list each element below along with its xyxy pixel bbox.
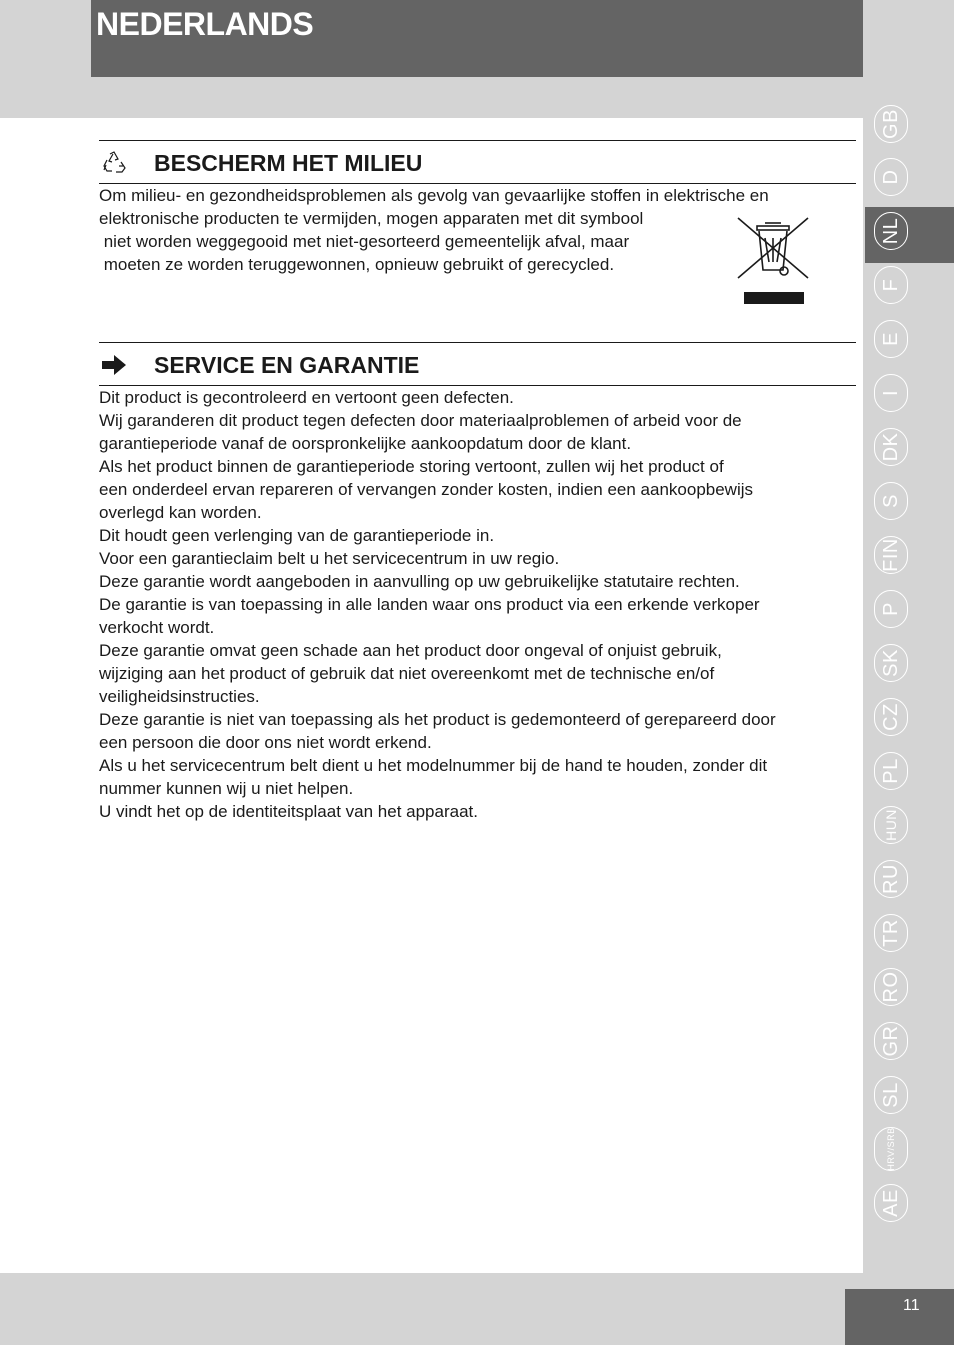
tab-label: AE	[874, 1184, 908, 1222]
tab-tr[interactable]	[872, 909, 910, 957]
section-body	[99, 386, 856, 823]
body-line: een onderdeel ervan repareren of vervangen zonder kosten, indien een aankoopbewijs	[99, 480, 754, 499]
tab-nl[interactable]	[872, 207, 910, 255]
page-number-box	[845, 1289, 954, 1345]
body-line: Voor een garantieclaim belt u het servicecentrum in uw regio.	[99, 549, 560, 568]
body-line: Deze garantie wordt aangeboden in aanvulling op uw gebruikelijke statutaire rechten.	[99, 572, 740, 591]
tab-label: HRV/SRB	[874, 1127, 908, 1171]
body-line: wijziging aan het product of gebruik dat niet overeenkomt met de technische en/of	[99, 664, 715, 683]
tab-hrv-srb[interactable]	[872, 1125, 910, 1173]
tab-s[interactable]	[872, 477, 910, 525]
page-title: NEDERLANDS	[96, 6, 314, 42]
tab-f[interactable]	[872, 261, 910, 309]
body-line: veiligheidsinstructies.	[99, 687, 260, 706]
tab-cz[interactable]	[872, 693, 910, 741]
body-line: Deze garantie omvat geen schade aan het product door ongeval of onjuist gebruik,	[99, 641, 722, 660]
tab-hun[interactable]	[872, 801, 910, 849]
body-line: U vindt het op de identiteitsplaat van het apparaat.	[99, 802, 478, 821]
body-line: nummer kunnen wij u niet helpen.	[99, 779, 354, 798]
body-line: Dit houdt geen verlenging van de garantieperiode in.	[99, 526, 495, 545]
body-line: Deze garantie is niet van toepassing als het product is gedemonteerd of gerepareerd door	[99, 710, 776, 729]
tab-fin[interactable]	[872, 531, 910, 579]
tab-label: I	[874, 374, 908, 412]
tab-label: RU	[874, 860, 908, 898]
tab-p[interactable]	[872, 585, 910, 633]
section-service	[99, 342, 856, 823]
body-line: De garantie is van toepassing in alle landen waar ons product via een erkende verkoper	[99, 595, 760, 614]
tab-label: FIN	[874, 536, 908, 574]
tab-pl[interactable]	[872, 747, 910, 795]
body-line: elektronische producten te vermijden, mogen apparaten met dit symbool	[99, 209, 644, 228]
body-line: niet worden weggegooid met niet-gesorteerd gemeentelijk afval, maar	[99, 232, 630, 251]
header-band	[91, 0, 863, 77]
tab-label: F	[874, 266, 908, 304]
arrow-right-icon	[101, 353, 127, 377]
tab-label: CZ	[874, 698, 908, 736]
tab-i[interactable]	[872, 369, 910, 417]
body-line: moeten ze worden teruggewonnen, opnieuw gebruikt of gerecycled.	[99, 255, 615, 274]
tab-ae[interactable]	[872, 1179, 910, 1227]
section-heading	[99, 140, 856, 184]
section-title: BESCHERM HET MILIEU	[154, 150, 423, 176]
tab-gb[interactable]	[872, 100, 910, 148]
tab-d[interactable]	[872, 153, 910, 201]
tab-dk[interactable]	[872, 423, 910, 471]
body-line: overlegd kan worden.	[99, 503, 262, 522]
body-line: verkocht wordt.	[99, 618, 215, 637]
body-line: Om milieu- en gezondheidsproblemen als gevolg van gevaarlijke stoffen in elektrische en	[99, 186, 769, 205]
body-line: Als het product binnen de garantieperiode storing vertoont, zullen wij het product of	[99, 457, 724, 476]
crossed-out-wheelie-bin-icon	[735, 214, 811, 306]
tab-label: SK	[874, 644, 908, 682]
tab-gr[interactable]	[872, 1017, 910, 1065]
tab-label: DK	[874, 428, 908, 466]
tab-label: TR	[874, 914, 908, 952]
tab-sl[interactable]	[872, 1071, 910, 1119]
tab-label: RO	[874, 968, 908, 1006]
tab-label: HUN	[874, 806, 908, 844]
tab-label: D	[874, 158, 908, 196]
section-title: SERVICE EN GARANTIE	[154, 352, 420, 378]
body-line: garantieperiode vanaf de oorspronkelijke aankoopdatum door de klant.	[99, 434, 632, 453]
tab-label: GB	[874, 105, 908, 143]
tab-label: P	[874, 590, 908, 628]
page-number: 11	[903, 1297, 920, 1314]
tab-sk[interactable]	[872, 639, 910, 687]
tab-label: S	[874, 482, 908, 520]
tab-label: GR	[874, 1022, 908, 1060]
tab-label: NL	[874, 212, 908, 250]
tab-ro[interactable]	[872, 963, 910, 1011]
tab-label: PL	[874, 752, 908, 790]
recycle-icon	[101, 151, 127, 175]
body-line: Dit product is gecontroleerd en vertoont geen defecten.	[99, 388, 514, 407]
body-line: Als u het servicecentrum belt dient u het modelnummer bij de hand te houden, zonder dit	[99, 756, 768, 775]
tab-label: E	[874, 320, 908, 358]
body-line: Wij garanderen dit product tegen defecten door materiaalproblemen of arbeid voor de	[99, 411, 742, 430]
section-heading	[99, 342, 856, 386]
tab-e[interactable]	[872, 315, 910, 363]
tab-label: SL	[874, 1076, 908, 1114]
body-line: een persoon die door ons niet wordt erkend.	[99, 733, 432, 752]
tab-ru[interactable]	[872, 855, 910, 903]
